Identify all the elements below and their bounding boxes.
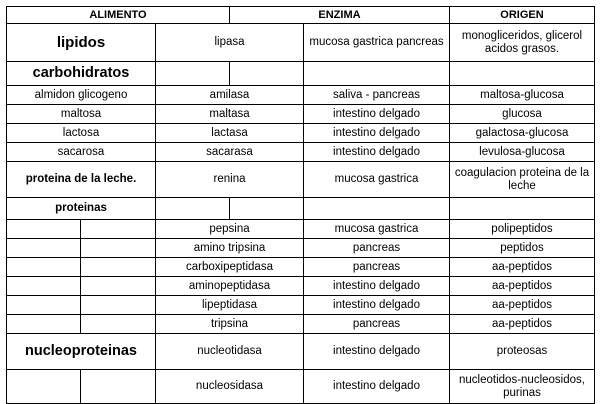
alimento-cell: maltosa [7, 105, 156, 124]
producto-cell: peptidos [450, 239, 595, 258]
origen-cell: intestino delgado [304, 334, 450, 370]
enzyme-table [6, 6, 595, 24]
origen-cell: intestino delgado [304, 105, 450, 124]
empty-cell [81, 315, 156, 334]
producto-cell: proteosas [450, 334, 595, 370]
producto-cell [450, 198, 595, 220]
enzima-cell: amino tripsina [156, 239, 304, 258]
enzima-cell: pepsina [156, 220, 304, 239]
producto-cell: levulosa-glucosa [450, 143, 595, 162]
header-row [7, 7, 595, 24]
table-row [7, 370, 595, 404]
origen-cell: pancreas [304, 239, 450, 258]
enzyme-table-body [6, 23, 595, 404]
origen-cell [304, 62, 450, 86]
enzima-cell: lipasa [156, 24, 304, 62]
alimento-cell: sacarosa [7, 143, 156, 162]
alimento-cell: proteina de la leche. [7, 162, 156, 198]
producto-cell: aa-peptidos [450, 315, 595, 334]
enzyme-table-container [6, 6, 594, 404]
origen-cell: intestino delgado [304, 370, 450, 404]
alimento-cell: carbohidratos [7, 62, 156, 86]
alimento-cell [7, 277, 81, 296]
producto-cell: glucosa [450, 105, 595, 124]
empty-cell [81, 258, 156, 277]
table-row [7, 315, 595, 334]
table-row [7, 143, 595, 162]
enzima-cell: lactasa [156, 124, 304, 143]
empty-cell [230, 198, 304, 220]
empty-cell [81, 239, 156, 258]
producto-cell: aa-peptidos [450, 258, 595, 277]
table-row [7, 86, 595, 105]
empty-cell [81, 220, 156, 239]
origen-cell: mucosa gastrica pancreas [304, 24, 450, 62]
producto-cell: nucleotidos-nucleosidos, purinas [450, 370, 595, 404]
enzima-cell: tripsina [156, 315, 304, 334]
alimento-cell: lactosa [7, 124, 156, 143]
origen-cell: intestino delgado [304, 124, 450, 143]
alimento-cell [7, 370, 81, 404]
alimento-cell: lipidos [7, 24, 156, 62]
table-row [7, 124, 595, 143]
empty-cell [156, 62, 230, 86]
header-enzima: ENZIMA [230, 7, 450, 24]
table-row [7, 258, 595, 277]
empty-cell [81, 370, 156, 404]
origen-cell: pancreas [304, 315, 450, 334]
table-row [7, 105, 595, 124]
alimento-cell [7, 258, 81, 277]
origen-cell: intestino delgado [304, 277, 450, 296]
alimento-cell [7, 315, 81, 334]
enzima-cell: renina [156, 162, 304, 198]
enzima-cell: lipeptidasa [156, 296, 304, 315]
alimento-cell: almidon glicogeno [7, 86, 156, 105]
origen-cell: mucosa gastrica [304, 220, 450, 239]
alimento-cell: nucleoproteinas [7, 334, 156, 370]
enzima-cell: amilasa [156, 86, 304, 105]
producto-cell: polipeptidos [450, 220, 595, 239]
producto-cell: monogliceridos, glicerol acidos grasos. [450, 24, 595, 62]
origen-cell: mucosa gastrica [304, 162, 450, 198]
table-row [7, 24, 595, 62]
table-row [7, 239, 595, 258]
alimento-cell: proteinas [7, 198, 156, 220]
empty-cell [81, 296, 156, 315]
table-row [7, 277, 595, 296]
empty-cell [81, 277, 156, 296]
header-alimento: ALIMENTO [7, 7, 230, 24]
table-row [7, 62, 595, 86]
table-row [7, 220, 595, 239]
producto-cell: aa-peptidos [450, 277, 595, 296]
enzima-cell: maltasa [156, 105, 304, 124]
enzima-cell: carboxipeptidasa [156, 258, 304, 277]
empty-cell [156, 198, 230, 220]
enzima-cell: aminopeptidasa [156, 277, 304, 296]
header-origen: ORIGEN [450, 7, 595, 24]
origen-cell: saliva - pancreas [304, 86, 450, 105]
origen-cell: pancreas [304, 258, 450, 277]
enzima-cell: nucleotidasa [156, 334, 304, 370]
origen-cell [304, 198, 450, 220]
table-row [7, 162, 595, 198]
producto-cell: coagulacion proteina de la leche [450, 162, 595, 198]
producto-cell: maltosa-glucosa [450, 86, 595, 105]
empty-cell [230, 62, 304, 86]
alimento-cell [7, 239, 81, 258]
enzima-cell: sacarasa [156, 143, 304, 162]
producto-cell: galactosa-glucosa [450, 124, 595, 143]
producto-cell: aa-peptidos [450, 296, 595, 315]
producto-cell [450, 62, 595, 86]
table-row [7, 296, 595, 315]
table-row [7, 334, 595, 370]
origen-cell: intestino delgado [304, 143, 450, 162]
alimento-cell [7, 296, 81, 315]
table-row [7, 198, 595, 220]
origen-cell: intestino delgado [304, 296, 450, 315]
alimento-cell [7, 220, 81, 239]
enzima-cell: nucleosidasa [156, 370, 304, 404]
